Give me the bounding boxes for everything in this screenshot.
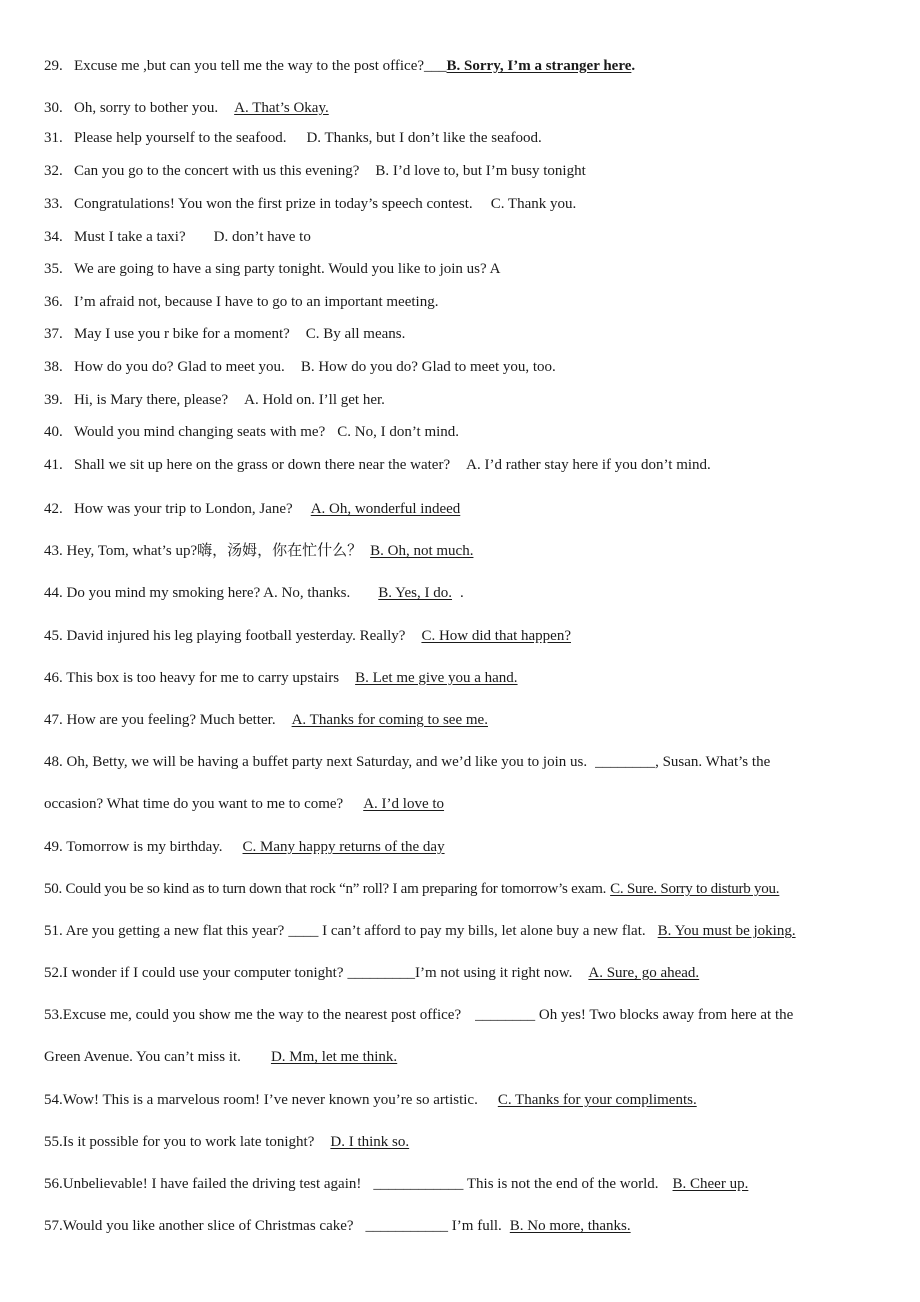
answer: D. I think so. bbox=[330, 1134, 410, 1150]
trailing-punct: . bbox=[460, 585, 464, 601]
answer-blank: _________ bbox=[347, 965, 416, 981]
answer-blank: ________ bbox=[475, 1007, 536, 1023]
item-number: 33. bbox=[44, 196, 63, 212]
answer: D. Mm, let me think. bbox=[270, 1049, 398, 1065]
answer: B. Sorry, I’m a stranger here bbox=[446, 58, 632, 74]
question: Please help yourself to the seafood. bbox=[74, 130, 287, 146]
question: 57.Would you like another slice of Christmas cake? bbox=[44, 1218, 354, 1234]
question-continued: Oh yes! Two blocks away from here at the bbox=[535, 1007, 794, 1023]
question: Congratulations! You won the first prize in today’s speech contest. bbox=[74, 196, 473, 212]
answer: C. Many happy returns of the day bbox=[242, 839, 445, 855]
answer: B. No more, thanks. bbox=[509, 1218, 631, 1234]
item-50 bbox=[44, 880, 779, 898]
item-number: 30. bbox=[44, 100, 63, 116]
question: Green Avenue. You can’t miss it. bbox=[44, 1049, 241, 1065]
item-number: 42. bbox=[44, 501, 63, 517]
item-number: 34. bbox=[44, 229, 63, 245]
trailing-punct: . bbox=[631, 58, 636, 74]
question: May I use you r bike for a moment? bbox=[74, 326, 290, 342]
answer: A. Hold on. I’ll get her. bbox=[244, 392, 385, 408]
item-36 bbox=[44, 293, 438, 311]
question: Shall we sit up here on the grass or down there near the water? bbox=[74, 457, 451, 473]
item-number: 36. bbox=[44, 294, 63, 310]
item-54 bbox=[44, 1091, 697, 1109]
answer-blank: ___ bbox=[424, 58, 447, 74]
question: 52.I wonder if I could use your computer tonight? bbox=[44, 965, 344, 981]
answer: A. Sure, go ahead. bbox=[588, 965, 700, 981]
answer-blank: ____ bbox=[288, 923, 319, 939]
item-number: 32. bbox=[44, 163, 63, 179]
question: Oh, sorry to bother you. bbox=[74, 100, 219, 116]
question: 46. This box is too heavy for me to carry upstairs bbox=[44, 670, 340, 686]
item-31 bbox=[44, 129, 542, 147]
answer: A. I’d rather stay here if you don’t mind. bbox=[466, 457, 711, 473]
question: 54.Wow! This is a marvelous room! I’ve never known you’re so artistic. bbox=[44, 1092, 478, 1108]
answer-blank: ________ bbox=[595, 754, 656, 770]
item-number: 37. bbox=[44, 326, 63, 342]
question: How do you do? Glad to meet you. bbox=[74, 359, 285, 375]
answer: C. How did that happen? bbox=[421, 628, 571, 644]
item-38 bbox=[44, 358, 556, 376]
item-number: 41. bbox=[44, 457, 63, 473]
question: 51. Are you getting a new flat this year? bbox=[44, 923, 285, 939]
answer: B. Cheer up. bbox=[672, 1176, 749, 1192]
answer-blank: ___________ bbox=[365, 1218, 449, 1234]
answer: B. Yes, I do. bbox=[378, 585, 453, 601]
answer: A. Oh, wonderful indeed bbox=[310, 501, 461, 517]
item-42 bbox=[44, 500, 460, 518]
answer: D. Thanks, but I don’t like the seafood. bbox=[306, 130, 542, 146]
item-number: 40. bbox=[44, 424, 63, 440]
question: 50. Could you be so kind as to turn down that rock “n” roll? I am preparing for tomorrow’s exam. bbox=[44, 881, 607, 897]
item-51 bbox=[44, 922, 796, 940]
question: Must I take a taxi? bbox=[74, 229, 186, 245]
answer: C. Sure. Sorry to disturb you. bbox=[610, 881, 780, 897]
item-number: 39. bbox=[44, 392, 63, 408]
item-37 bbox=[44, 325, 405, 343]
answer: C. Thanks for your compliments. bbox=[497, 1092, 697, 1108]
item-39 bbox=[44, 391, 385, 409]
question-continued: This is not the end of the world. bbox=[463, 1176, 659, 1192]
question-continued: , Susan. What’s the bbox=[655, 754, 771, 770]
item-48-continued bbox=[44, 795, 444, 813]
question: How was your trip to London, Jane? bbox=[74, 501, 293, 517]
item-56 bbox=[44, 1175, 748, 1193]
item-53 bbox=[44, 1006, 793, 1024]
question: 56.Unbelievable! I have failed the driving test again! bbox=[44, 1176, 362, 1192]
question: 45. David injured his leg playing football yesterday. Really? bbox=[44, 628, 406, 644]
answer: B. Oh, not much. bbox=[370, 543, 474, 559]
question: 43. Hey, Tom, what’s up?嗨，汤姆，你在忙什么？ bbox=[44, 543, 363, 559]
question: We are going to have a sing party tonight. Would you like to join us? A bbox=[74, 261, 501, 277]
answer: A. Thanks for coming to see me. bbox=[291, 712, 488, 728]
question-continued: I’m full. bbox=[448, 1218, 502, 1234]
item-44 bbox=[44, 584, 464, 602]
item-53-continued bbox=[44, 1048, 397, 1066]
answer: C. Thank you. bbox=[490, 196, 577, 212]
item-45 bbox=[44, 627, 571, 645]
item-34 bbox=[44, 228, 311, 246]
answer: C. No, I don’t mind. bbox=[337, 424, 460, 440]
item-55 bbox=[44, 1133, 409, 1151]
item-29 bbox=[44, 57, 635, 75]
question: Would you mind changing seats with me? bbox=[74, 424, 326, 440]
item-33 bbox=[44, 195, 576, 213]
answer: A. I’d love to bbox=[363, 796, 445, 812]
answer: D. don’t have to bbox=[213, 229, 311, 245]
question: occasion? What time do you want to me to come? bbox=[44, 796, 344, 812]
question: Excuse me ,but can you tell me the way to the post office? bbox=[74, 58, 425, 74]
question: 55.Is it possible for you to work late tonight? bbox=[44, 1134, 315, 1150]
item-number: 38. bbox=[44, 359, 63, 375]
answer: B. I’d love to, but I’m busy tonight bbox=[375, 163, 586, 179]
question: Hi, is Mary there, please? bbox=[74, 392, 229, 408]
item-number: 35. bbox=[44, 261, 63, 277]
answer: B. How do you do? Glad to meet you, too. bbox=[300, 359, 556, 375]
item-40 bbox=[44, 423, 459, 441]
item-49 bbox=[44, 838, 445, 856]
item-57 bbox=[44, 1217, 631, 1235]
item-41 bbox=[44, 456, 711, 474]
item-35 bbox=[44, 260, 500, 278]
item-number: 31. bbox=[44, 130, 63, 146]
item-48 bbox=[44, 753, 770, 771]
item-47 bbox=[44, 711, 488, 729]
answer: C. By all means. bbox=[305, 326, 406, 342]
question: 48. Oh, Betty, we will be having a buffet party next Saturday, and we’d like you to join us. bbox=[44, 754, 588, 770]
item-43 bbox=[44, 542, 473, 560]
question: I’m afraid not, because I have to go to an important meeting. bbox=[74, 294, 439, 310]
item-46 bbox=[44, 669, 518, 687]
answer: A. That’s Okay. bbox=[234, 100, 329, 116]
question: 47. How are you feeling? Much better. bbox=[44, 712, 276, 728]
question-continued: I can’t afford to pay my bills, let alone buy a new flat. bbox=[318, 923, 646, 939]
item-52 bbox=[44, 964, 699, 982]
item-32 bbox=[44, 162, 586, 180]
answer-blank: ____________ bbox=[373, 1176, 464, 1192]
item-number: 29. bbox=[44, 58, 63, 74]
question: Can you go to the concert with us this evening? bbox=[74, 163, 360, 179]
answer: B. You must be joking. bbox=[657, 923, 796, 939]
question-continued: I’m not using it right now. bbox=[415, 965, 573, 981]
question: 49. Tomorrow is my birthday. bbox=[44, 839, 223, 855]
item-30 bbox=[44, 99, 329, 117]
answer: B. Let me give you a hand. bbox=[355, 670, 518, 686]
question: 44. Do you mind my smoking here? A. No, thanks. bbox=[44, 585, 351, 601]
question: 53.Excuse me, could you show me the way to the nearest post office? bbox=[44, 1007, 462, 1023]
